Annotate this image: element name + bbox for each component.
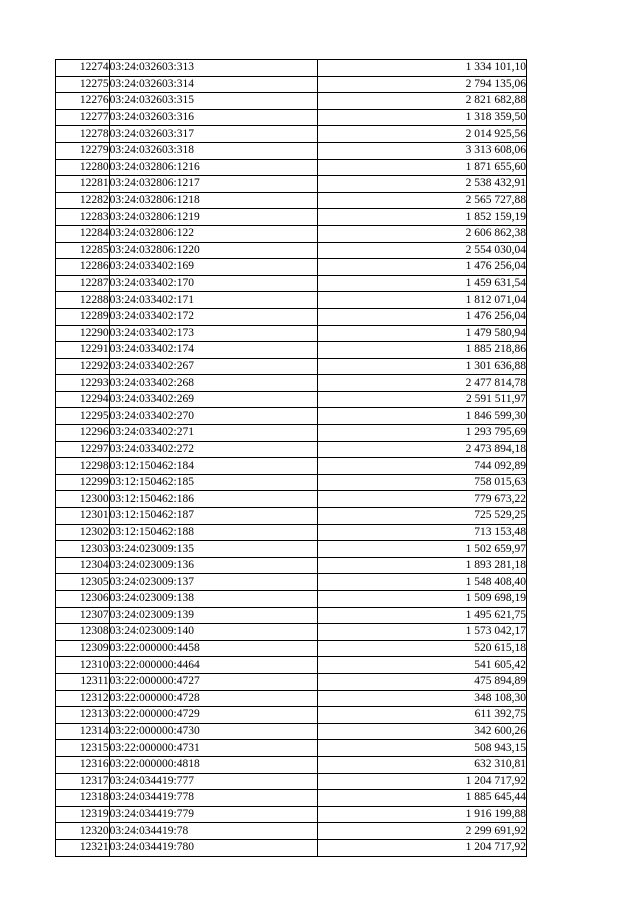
value-cell: 1 204 717,92: [318, 773, 527, 790]
row-number-cell: 12315: [56, 740, 110, 757]
value-cell: 2 794 135,06: [318, 76, 527, 93]
row-number-cell: 12281: [56, 176, 110, 193]
value-cell: 520 615,18: [318, 640, 527, 657]
table-row: [56, 607, 527, 624]
row-number-cell: 12290: [56, 325, 110, 342]
table-row: [56, 790, 527, 807]
table-row: [56, 325, 527, 342]
cadastral-number-cell: 03:22:000000:4730: [109, 723, 318, 740]
row-number-cell: 12321: [56, 839, 110, 856]
value-cell: 2 606 862,38: [318, 225, 527, 242]
value-cell: 1 573 042,17: [318, 624, 527, 641]
table-row: [56, 773, 527, 790]
table-row: [56, 508, 527, 525]
row-number-cell: 12286: [56, 259, 110, 276]
row-number-cell: 12299: [56, 474, 110, 491]
cadastral-number-cell: 03:24:032806:1216: [109, 159, 318, 176]
row-number-cell: 12317: [56, 773, 110, 790]
row-number-cell: 12314: [56, 723, 110, 740]
table-row: [56, 541, 527, 558]
value-cell: 2 821 682,88: [318, 93, 527, 110]
table-row: [56, 441, 527, 458]
row-number-cell: 12274: [56, 60, 110, 77]
value-cell: 2 473 894,18: [318, 441, 527, 458]
row-number-cell: 12303: [56, 541, 110, 558]
row-number-cell: 12283: [56, 209, 110, 226]
value-cell: 1 871 655,60: [318, 159, 527, 176]
row-number-cell: 12310: [56, 657, 110, 674]
row-number-cell: 12291: [56, 342, 110, 359]
value-cell: 1 301 636,88: [318, 358, 527, 375]
value-cell: 1 885 645,44: [318, 790, 527, 807]
table-row: [56, 60, 527, 77]
value-cell: 1 334 101,10: [318, 60, 527, 77]
cadastral-number-cell: 03:24:034419:779: [109, 806, 318, 823]
value-cell: 541 605,42: [318, 657, 527, 674]
row-number-cell: 12294: [56, 391, 110, 408]
value-cell: 2 565 727,88: [318, 192, 527, 209]
cadastral-number-cell: 03:22:000000:4818: [109, 756, 318, 773]
table-row: [56, 342, 527, 359]
table-row: [56, 242, 527, 259]
table-row: [56, 209, 527, 226]
value-cell: 2 554 030,04: [318, 242, 527, 259]
row-number-cell: 12297: [56, 441, 110, 458]
table-row: [56, 624, 527, 641]
value-cell: 1 495 621,75: [318, 607, 527, 624]
table-row: [56, 159, 527, 176]
value-cell: 1 502 659,97: [318, 541, 527, 558]
cadastral-number-cell: 03:24:023009:138: [109, 591, 318, 608]
row-number-cell: 12288: [56, 292, 110, 309]
value-cell: 1 293 795,69: [318, 425, 527, 442]
cadastral-number-cell: 03:12:150462:186: [109, 491, 318, 508]
cadastral-number-cell: 03:24:033402:171: [109, 292, 318, 309]
cadastral-number-cell: 03:24:033402:172: [109, 308, 318, 325]
row-number-cell: 12296: [56, 425, 110, 442]
table-row: [56, 126, 527, 143]
value-cell: 1 846 599,30: [318, 408, 527, 425]
value-cell: 3 313 608,06: [318, 142, 527, 159]
row-number-cell: 12305: [56, 574, 110, 591]
value-cell: 725 529,25: [318, 508, 527, 525]
table-row: [56, 275, 527, 292]
table-row: [56, 524, 527, 541]
table-row: [56, 375, 527, 392]
row-number-cell: 12312: [56, 690, 110, 707]
table-row: [56, 756, 527, 773]
value-cell: 1 509 698,19: [318, 591, 527, 608]
cadastral-number-cell: 03:22:000000:4729: [109, 707, 318, 724]
table-row: [56, 591, 527, 608]
row-number-cell: 12311: [56, 673, 110, 690]
cadastral-number-cell: 03:12:150462:184: [109, 458, 318, 475]
row-number-cell: 12292: [56, 358, 110, 375]
row-number-cell: 12298: [56, 458, 110, 475]
registry-table: [55, 59, 527, 857]
value-cell: 713 153,48: [318, 524, 527, 541]
value-cell: 1 812 071,04: [318, 292, 527, 309]
cadastral-number-cell: 03:24:032603:314: [109, 76, 318, 93]
cadastral-number-cell: 03:24:034419:78: [109, 823, 318, 840]
cadastral-number-cell: 03:24:033402:173: [109, 325, 318, 342]
table-row: [56, 823, 527, 840]
cadastral-number-cell: 03:12:150462:185: [109, 474, 318, 491]
cadastral-number-cell: 03:24:032806:122: [109, 225, 318, 242]
cadastral-number-cell: 03:24:023009:136: [109, 557, 318, 574]
cadastral-number-cell: 03:24:034419:777: [109, 773, 318, 790]
value-cell: 1 479 580,94: [318, 325, 527, 342]
value-cell: 1 476 256,04: [318, 308, 527, 325]
cadastral-number-cell: 03:24:033402:169: [109, 259, 318, 276]
cadastral-number-cell: 03:24:033402:174: [109, 342, 318, 359]
row-number-cell: 12279: [56, 142, 110, 159]
table-row: [56, 491, 527, 508]
cadastral-number-cell: 03:24:032806:1220: [109, 242, 318, 259]
cadastral-number-cell: 03:24:023009:135: [109, 541, 318, 558]
cadastral-number-cell: 03:24:033402:270: [109, 408, 318, 425]
value-cell: 2 591 511,97: [318, 391, 527, 408]
value-cell: 1 204 717,92: [318, 839, 527, 856]
row-number-cell: 12295: [56, 408, 110, 425]
cadastral-number-cell: 03:24:023009:137: [109, 574, 318, 591]
value-cell: 1 852 159,19: [318, 209, 527, 226]
row-number-cell: 12308: [56, 624, 110, 641]
cadastral-number-cell: 03:24:033402:170: [109, 275, 318, 292]
cadastral-number-cell: 03:22:000000:4458: [109, 640, 318, 657]
value-cell: 1 893 281,18: [318, 557, 527, 574]
row-number-cell: 12289: [56, 308, 110, 325]
cadastral-number-cell: 03:24:023009:140: [109, 624, 318, 641]
cadastral-number-cell: 03:24:023009:139: [109, 607, 318, 624]
row-number-cell: 12282: [56, 192, 110, 209]
table-row: [56, 225, 527, 242]
table-row: [56, 557, 527, 574]
table-row: [56, 93, 527, 110]
row-number-cell: 12309: [56, 640, 110, 657]
cadastral-number-cell: 03:24:032603:313: [109, 60, 318, 77]
cadastral-number-cell: 03:24:033402:269: [109, 391, 318, 408]
cadastral-number-cell: 03:22:000000:4731: [109, 740, 318, 757]
cadastral-number-cell: 03:24:033402:268: [109, 375, 318, 392]
cadastral-number-cell: 03:24:032806:1219: [109, 209, 318, 226]
row-number-cell: 12280: [56, 159, 110, 176]
cadastral-number-cell: 03:24:033402:271: [109, 425, 318, 442]
table-row: [56, 176, 527, 193]
row-number-cell: 12284: [56, 225, 110, 242]
table-row: [56, 740, 527, 757]
table-row: [56, 673, 527, 690]
cadastral-number-cell: 03:12:150462:188: [109, 524, 318, 541]
table-row: [56, 839, 527, 856]
cadastral-number-cell: 03:24:032603:316: [109, 109, 318, 126]
row-number-cell: 12302: [56, 524, 110, 541]
table-row: [56, 640, 527, 657]
row-number-cell: 12300: [56, 491, 110, 508]
row-number-cell: 12278: [56, 126, 110, 143]
value-cell: 611 392,75: [318, 707, 527, 724]
table-row: [56, 142, 527, 159]
table-row: [56, 391, 527, 408]
row-number-cell: 12318: [56, 790, 110, 807]
cadastral-number-cell: 03:22:000000:4728: [109, 690, 318, 707]
table-row: [56, 192, 527, 209]
row-number-cell: 12276: [56, 93, 110, 110]
value-cell: 779 673,22: [318, 491, 527, 508]
cadastral-number-cell: 03:22:000000:4464: [109, 657, 318, 674]
value-cell: 2 538 432,91: [318, 176, 527, 193]
row-number-cell: 12277: [56, 109, 110, 126]
value-cell: 2 014 925,56: [318, 126, 527, 143]
value-cell: 1 885 218,86: [318, 342, 527, 359]
table-row: [56, 458, 527, 475]
value-cell: 2 299 691,92: [318, 823, 527, 840]
table-row: [56, 259, 527, 276]
row-number-cell: 12293: [56, 375, 110, 392]
table-row: [56, 474, 527, 491]
cadastral-number-cell: 03:22:000000:4727: [109, 673, 318, 690]
cadastral-number-cell: 03:24:034419:780: [109, 839, 318, 856]
row-number-cell: 12313: [56, 707, 110, 724]
table-row: [56, 109, 527, 126]
row-number-cell: 12320: [56, 823, 110, 840]
row-number-cell: 12285: [56, 242, 110, 259]
row-number-cell: 12301: [56, 508, 110, 525]
row-number-cell: 12307: [56, 607, 110, 624]
value-cell: 2 477 814,78: [318, 375, 527, 392]
table-row: [56, 574, 527, 591]
table-row: [56, 425, 527, 442]
table-row: [56, 657, 527, 674]
value-cell: 632 310,81: [318, 756, 527, 773]
cadastral-number-cell: 03:24:032806:1217: [109, 176, 318, 193]
row-number-cell: 12306: [56, 591, 110, 608]
cadastral-number-cell: 03:24:034419:778: [109, 790, 318, 807]
table-row: [56, 358, 527, 375]
cadastral-number-cell: 03:24:032603:318: [109, 142, 318, 159]
value-cell: 1 916 199,88: [318, 806, 527, 823]
value-cell: 475 894,89: [318, 673, 527, 690]
row-number-cell: 12287: [56, 275, 110, 292]
table-row: [56, 690, 527, 707]
value-cell: 508 943,15: [318, 740, 527, 757]
table-row: [56, 76, 527, 93]
value-cell: 342 600,26: [318, 723, 527, 740]
row-number-cell: 12304: [56, 557, 110, 574]
cadastral-number-cell: 03:12:150462:187: [109, 508, 318, 525]
table-row: [56, 806, 527, 823]
value-cell: 744 092,89: [318, 458, 527, 475]
value-cell: 1 548 408,40: [318, 574, 527, 591]
table-row: [56, 292, 527, 309]
cadastral-number-cell: 03:24:033402:267: [109, 358, 318, 375]
row-number-cell: 12275: [56, 76, 110, 93]
registry-table-body: [56, 60, 527, 857]
value-cell: 348 108,30: [318, 690, 527, 707]
table-row: [56, 707, 527, 724]
table-row: [56, 408, 527, 425]
cadastral-number-cell: 03:24:032603:315: [109, 93, 318, 110]
cadastral-number-cell: 03:24:032603:317: [109, 126, 318, 143]
row-number-cell: 12316: [56, 756, 110, 773]
value-cell: 1 459 631,54: [318, 275, 527, 292]
cadastral-number-cell: 03:24:032806:1218: [109, 192, 318, 209]
table-row: [56, 308, 527, 325]
cadastral-number-cell: 03:24:033402:272: [109, 441, 318, 458]
value-cell: 758 015,63: [318, 474, 527, 491]
value-cell: 1 318 359,50: [318, 109, 527, 126]
value-cell: 1 476 256,04: [318, 259, 527, 276]
table-row: [56, 723, 527, 740]
row-number-cell: 12319: [56, 806, 110, 823]
